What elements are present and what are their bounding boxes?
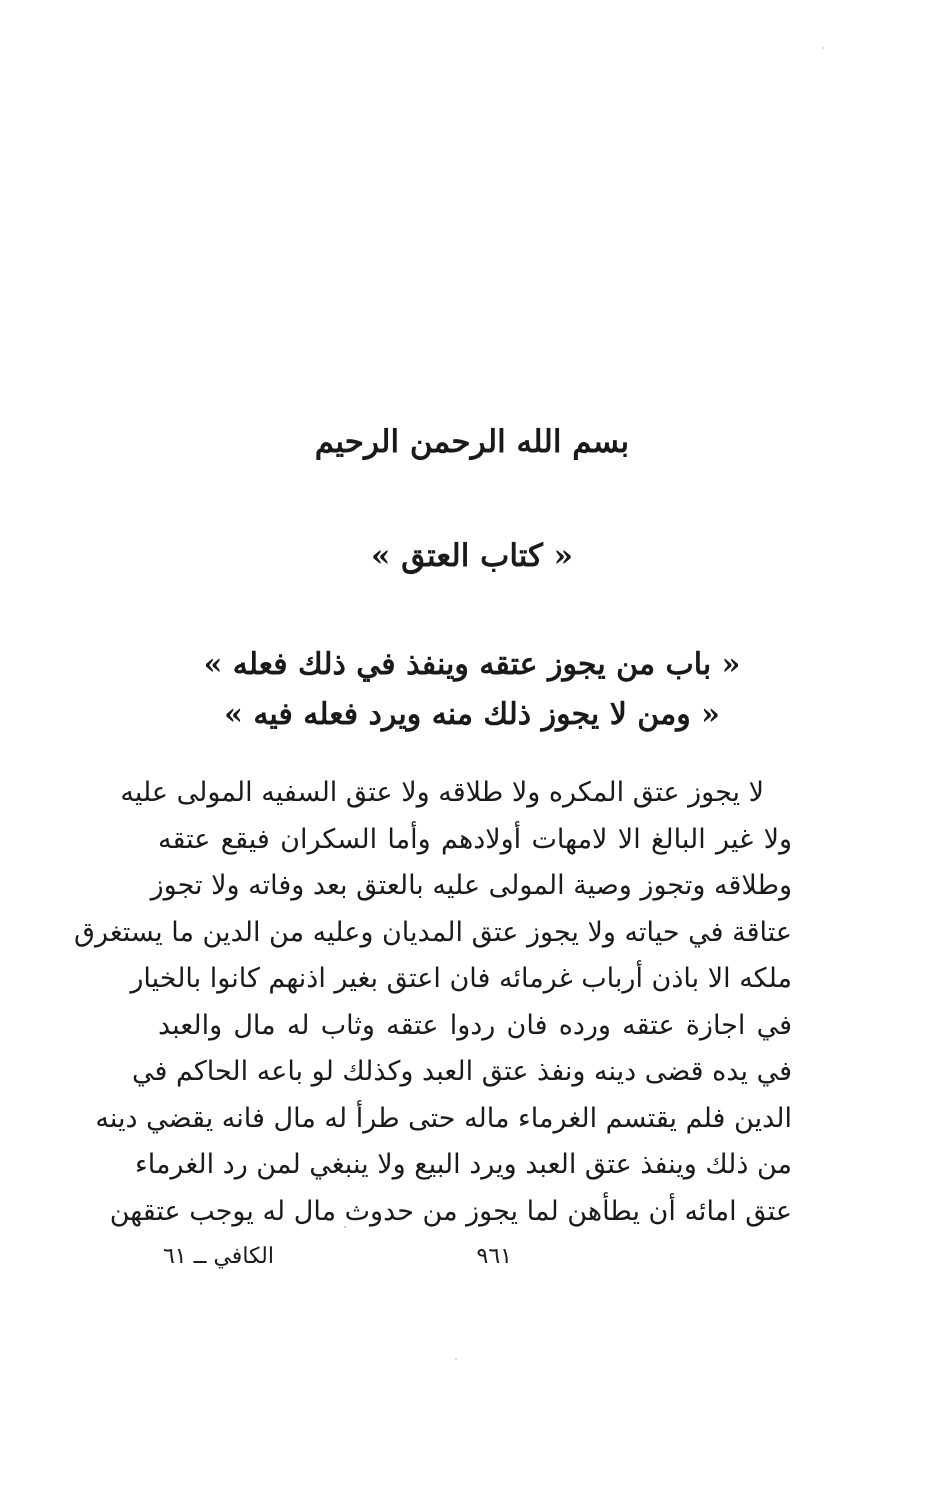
body-line: من ذلك وينفذ عتق العبد ويرد البيع ولا ينبغي لمن رد الغرماء — [135, 1149, 792, 1180]
page-number: ٩٦١ — [476, 1244, 512, 1269]
scan-speck — [455, 1358, 457, 1360]
body-line: عتاقة في حياته ولا يجوز عتق المديان وعليه من الدين ما يستغرق — [74, 916, 792, 948]
chapter-title-line: « باب من يجوز عتقه وينفذ في ذلك فعله » — [203, 647, 741, 682]
chapter-title — [0, 640, 944, 740]
body-line: في يده قضى دينه ونفذ عتق العبد وكذلك لو باعه الحاكم في — [131, 1056, 792, 1087]
body-paragraph — [74, 770, 792, 1235]
body-line: ملكه الا باذن أرباب غرمائه فان اعتق بغير اذنهم كانوا بالخيار — [130, 963, 792, 994]
book-title: « كتاب العتق » — [370, 538, 574, 574]
body-line: في اجازة عتقه ورده فان ردوا عتقه وثاب له مال والعبد — [158, 1009, 792, 1041]
body-line: عتق امائه أن يطأهن لما يجوز من حدوث مال له يوجب عتقهن — [109, 1195, 792, 1227]
scan-speck — [344, 1226, 346, 1228]
basmala-heading: بسم الله الرحمن الرحيم — [314, 424, 630, 460]
page-footer — [0, 1240, 944, 1274]
body-line: وطلاقه وتجوز وصية المولى عليه بالعتق بعد وفاته ولا تجوز — [150, 870, 792, 901]
body-line: لا يجوز عتق المكره ولا طلاقه ولا عتق السفيه المولى عليه — [120, 777, 764, 808]
chapter-title-line: « ومن لا يجوز ذلك منه ويرد فعله فيه » — [224, 697, 720, 732]
footer-book-reference: الكافي ــ ٦١ — [162, 1244, 274, 1269]
scan-speck — [822, 47, 824, 49]
body-line: الدين فلم يقتسم الغرماء ماله حتى طرأ له مال فانه يقضي دينه — [95, 1102, 792, 1134]
body-line: ولا غير البالغ الا لامهات أولادهم وأما السكران فيقع عتقه — [158, 823, 792, 855]
